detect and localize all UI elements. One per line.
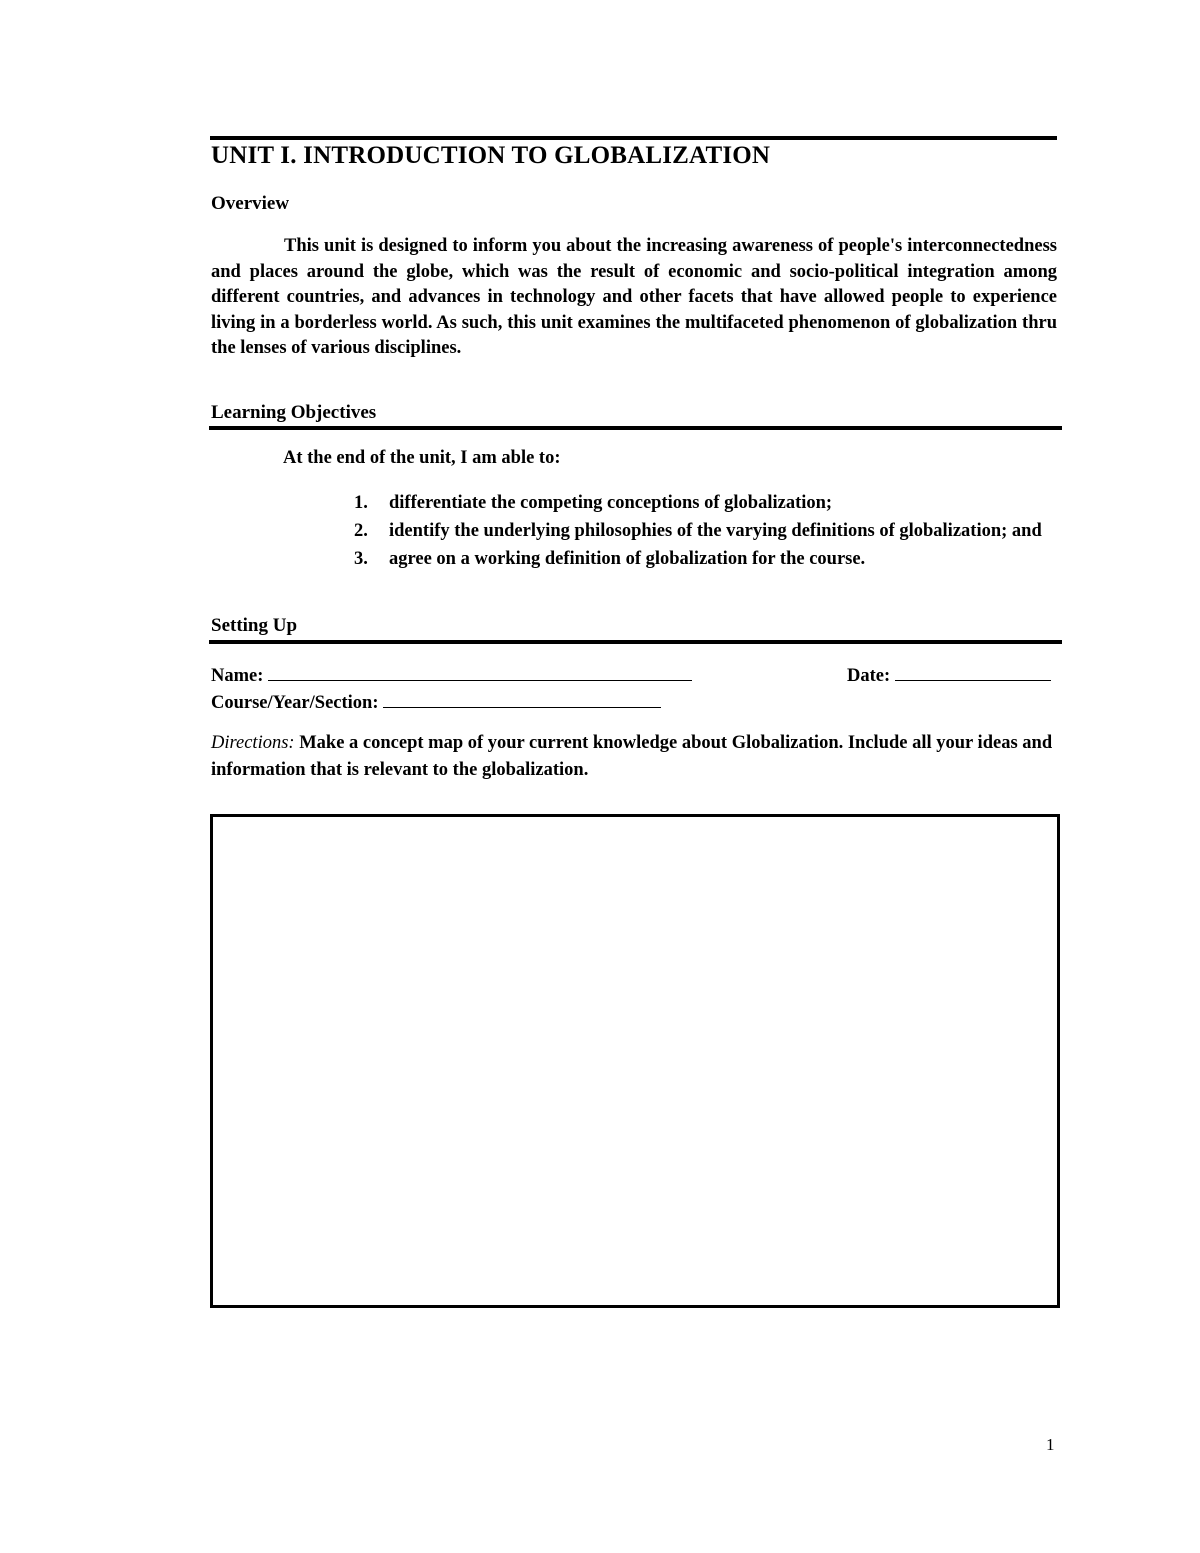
objective-item [350, 518, 1060, 544]
page-number: 1 [1046, 1435, 1055, 1454]
objective-number: 1. [354, 493, 368, 513]
objective-item [350, 490, 1060, 516]
date-field-row [847, 662, 1051, 687]
objective-text: identify the underlying philosophies of the varying definitions of globalization; and [389, 521, 1042, 541]
concept-map-box[interactable] [210, 814, 1060, 1308]
name-label: Name: [211, 666, 264, 686]
title-top-rule [210, 136, 1057, 140]
objectives-intro: At the end of the unit, I am able to: [283, 448, 561, 468]
overview-paragraph: This unit is designed to inform you about the increasing awareness of people's interconnectedness and places around the globe, which was the result of economic and socio-political integration among different countries, and advances in technology and other facets that have allowed people to experience living in a borderless world. As such, this unit examines the multifaceted phenomenon of globalization thru the lenses of various disciplines. [211, 236, 1057, 358]
date-blank[interactable] [895, 662, 1051, 681]
setting-up-rule [209, 640, 1062, 644]
objective-text: differentiate the competing conceptions of globalization; [389, 493, 833, 513]
course-label: Course/Year/Section: [211, 693, 379, 713]
objective-item [350, 546, 1060, 572]
directions-paragraph [211, 730, 1061, 784]
course-blank[interactable] [383, 689, 661, 708]
setting-up-heading: Setting Up [211, 615, 298, 636]
objective-number: 2. [354, 521, 368, 541]
name-blank[interactable] [268, 662, 692, 681]
directions-label: Directions: [211, 733, 295, 753]
objective-number: 3. [354, 549, 368, 569]
objective-text: agree on a working definition of globalization for the course. [389, 549, 866, 569]
learning-objectives-heading: Learning Objectives [211, 402, 377, 423]
date-label: Date: [847, 666, 891, 686]
overview-heading: Overview [211, 193, 290, 214]
course-field-row [211, 689, 661, 714]
objectives-rule [209, 426, 1062, 430]
directions-text: Make a concept map of your current knowledge about Globalization. Include all your ideas and information that is relevant to the globalization. [211, 733, 1053, 780]
name-field-row [211, 662, 692, 687]
unit-title: UNIT I. INTRODUCTION TO GLOBALIZATION [211, 142, 771, 169]
objectives-list [350, 490, 1060, 574]
